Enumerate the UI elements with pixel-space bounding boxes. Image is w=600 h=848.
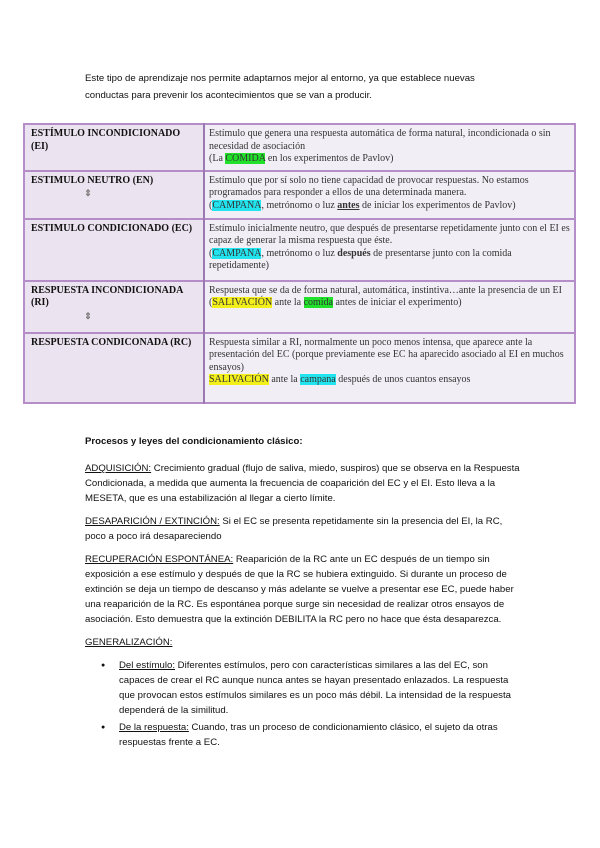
term-cell bbox=[24, 171, 204, 219]
recovery-label: RECUPERACIÓN ESPONTÁNEA: bbox=[85, 554, 234, 565]
description-text: Estímulo inicialmente neutro, que después de presentarse repetidamente junto con el EI es capaz de generar la misma respuesta que éste. bbox=[209, 222, 570, 246]
list-item-text: Diferentes estímulos, pero con características similares a las del EC, son capaces de crear el RC aunque nunca antes se hayan presentado enlazados. La respuesta que provocan estos estímulos similares es un poco más débil. La intensidad de la respuesta dependerá de la similitud. bbox=[119, 660, 511, 716]
term-label: RESPUESTA INCONDICIONADA (RI) bbox=[31, 284, 183, 308]
highlight-yellow: SALIVACIÓN bbox=[212, 297, 273, 308]
term-cell bbox=[24, 219, 204, 281]
bold-word: después bbox=[337, 247, 371, 259]
processes-section bbox=[85, 434, 525, 750]
table-row bbox=[24, 281, 575, 333]
list-item-text: Cuando, tras un proceso de condicionamiento clásico, el sujeto da otras respuestas frente a EC. bbox=[119, 722, 498, 748]
description-text: de presentarse junto con la comida repetidamente) bbox=[209, 247, 512, 271]
highlight-green: comida bbox=[303, 297, 333, 308]
description-text: ante la bbox=[268, 374, 301, 385]
intro-line-2: conductas para prevenir los acontecimientos que se van a producir. bbox=[85, 90, 372, 101]
term-cell bbox=[24, 333, 204, 403]
acquisition-text: Crecimiento gradual (flujo de saliva, miedo, suspiros) que se observa en la Respuesta Condicionada, a medida que aumenta la frecuencia de coaparición del EC y el EI. Esto lleva a la MESETA, que es una estabilización al llegar a cierto límite. bbox=[85, 463, 520, 504]
intro-line-1: Este tipo de aprendizaje nos permite adaptarnos mejor al entorno, ya que establece nuevas bbox=[85, 73, 475, 84]
intro-paragraph bbox=[85, 70, 525, 104]
section-title: Procesos y leyes del condicionamiento clásico: bbox=[85, 436, 303, 447]
list-item-label: De la respuesta: bbox=[119, 722, 189, 733]
list-item-label: Del estímulo: bbox=[119, 660, 175, 671]
list-item bbox=[101, 658, 525, 718]
description-text: de iniciar los experimentos de Pavlov) bbox=[359, 199, 516, 211]
description-text: , metrónomo o luz bbox=[261, 247, 338, 259]
description-cell bbox=[204, 124, 575, 171]
highlight-cyan: CAMPANA bbox=[212, 199, 262, 211]
description-text: ( bbox=[209, 199, 213, 211]
stimulus-table bbox=[23, 123, 576, 404]
generalization-list bbox=[85, 658, 525, 750]
description-cell bbox=[204, 219, 575, 281]
term-label: ESTIMULO CONDICIONADO (EC) bbox=[31, 222, 193, 234]
description-text: Respuesta que se da de forma natural, automática, instintiva…ante la presencia de un EI bbox=[209, 284, 562, 296]
table-row bbox=[24, 219, 575, 281]
table-row bbox=[24, 333, 575, 403]
description-text: en los experimentos de Pavlov) bbox=[265, 153, 394, 164]
table-row bbox=[24, 171, 575, 219]
term-label: ESTIMULO NEUTRO (EN) bbox=[31, 174, 154, 186]
equivalence-arrow-icon: ⇕ bbox=[84, 188, 92, 198]
underlined-word: antes bbox=[337, 199, 360, 211]
description-text: ante la bbox=[272, 297, 304, 308]
highlight-cyan: CAMPANA bbox=[212, 247, 262, 259]
description-text: después de unos cuantos ensayos bbox=[335, 374, 471, 385]
recovery-paragraph bbox=[85, 552, 525, 627]
recovery-text: Reaparición de la RC ante un EC después de un tiempo sin exposición a ese estímulo y después de que la RC se hubiera extinguido. Si durante un proceso de extinción se deja un tiempo de descanso y más adelante se vuelve a presentar ese EC, puede haber una reaparición de la RC. Es espontánea porque surge sin necesidad de realizar otros ensayos de asociación. Esto demuestra que la extinción DEBILITA la RC pero no hace que ésta desaparezca. bbox=[85, 554, 514, 625]
description-text: antes de iniciar el experimento) bbox=[332, 297, 462, 308]
term-label: ESTÍMULO INCONDICIONADO (EI) bbox=[31, 128, 181, 152]
description-cell bbox=[204, 171, 575, 219]
description-text: Estímulo que por sí solo no tiene capacidad de provocar respuestas. No estamos programados para responder a ellos de una determinada manera. bbox=[209, 174, 529, 198]
description-text: Estímulo que genera una respuesta automática de forma natural, incondicionada o sin necesidad de asociación bbox=[209, 128, 551, 152]
term-label: RESPUESTA CONDICONADA (RC) bbox=[31, 336, 192, 348]
highlight-green: COMIDA bbox=[225, 153, 266, 164]
highlight-cyan: campana bbox=[300, 374, 336, 385]
term-cell bbox=[24, 281, 204, 333]
term-cell bbox=[24, 124, 204, 171]
description-text: ( bbox=[209, 247, 213, 259]
acquisition-label: ADQUISICIÓN: bbox=[85, 463, 152, 474]
list-item bbox=[101, 720, 525, 750]
generalization-label: GENERALIZACIÓN: bbox=[85, 637, 173, 648]
extinction-paragraph bbox=[85, 514, 525, 544]
description-text: ( bbox=[209, 297, 213, 308]
acquisition-paragraph bbox=[85, 461, 525, 506]
description-text: (La bbox=[209, 153, 226, 164]
extinction-text: Si el EC se presenta repetidamente sin la presencia del EI, la RC, poco a poco irá desapareciendo bbox=[85, 516, 503, 542]
extinction-label: DESAPARICIÓN / EXTINCIÓN: bbox=[85, 516, 220, 527]
description-text: , metrónomo o luz bbox=[261, 199, 338, 211]
description-cell bbox=[204, 281, 575, 333]
equivalence-arrow-icon: ⇕ bbox=[84, 310, 92, 321]
description-text: Respuesta similar a RI, normalmente un poco menos intensa, que aparece ante la presentación del EC (porque previamente ese EC ha aparecido asociado al EI en muchos ensayos) bbox=[209, 336, 564, 373]
table-row bbox=[24, 124, 575, 171]
description-cell bbox=[204, 333, 575, 403]
highlight-yellow: SALIVACIÓN bbox=[209, 374, 269, 385]
